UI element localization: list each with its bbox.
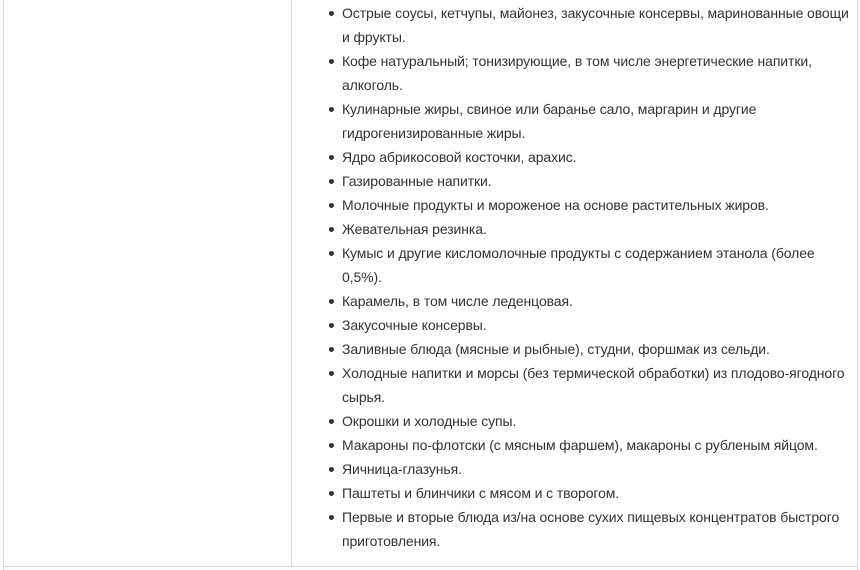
list-item-text: Кулинарные жиры, свиное или баранье сало, маргарин и другие гидрогенизированные жиры.	[342, 101, 757, 141]
list-item	[292, 289, 858, 313]
list-item-text: Кумыс и другие кисломолочные продукты с содержанием этанола (более 0,5%).	[342, 245, 815, 285]
bullet-icon	[329, 155, 334, 160]
list-item	[292, 97, 858, 145]
list-item	[292, 49, 858, 97]
list-item	[292, 193, 858, 217]
list-item	[292, 481, 858, 505]
row-divider	[4, 566, 857, 567]
list-item-text: Ядро абрикосовой косточки, арахис.	[342, 149, 577, 165]
bullet-icon	[329, 419, 334, 424]
list-item	[292, 241, 858, 289]
list-item-text: Кофе натуральный; тонизирующие, в том числе энергетические напитки, алкоголь.	[342, 53, 812, 93]
list-item-text: Молочные продукты и мороженое на основе растительных жиров.	[342, 197, 769, 213]
list-item	[292, 313, 858, 337]
table-cell-right	[292, 0, 858, 566]
bullet-icon	[329, 11, 334, 16]
bullet-icon	[329, 59, 334, 64]
bullet-icon	[329, 107, 334, 112]
list-item	[292, 361, 858, 409]
bullet-icon	[329, 371, 334, 376]
content-table	[3, 0, 858, 570]
list-item-text: Острые соусы, кетчупы, майонез, закусочные консервы, маринованные овощи и фрукты.	[342, 5, 849, 45]
list-item-text: Холодные напитки и морсы (без термической обработки) из плодово-ягодного сырья.	[342, 365, 845, 405]
list-item-text: Окрошки и холодные супы.	[342, 413, 517, 429]
list-item	[292, 169, 858, 193]
list-item-text: Паштеты и блинчики с мясом и с творогом.	[342, 485, 620, 501]
bullet-icon	[329, 299, 334, 304]
list-item-text: Яичница-глазунья.	[342, 461, 462, 477]
list-item-text: Первые и вторые блюда из/на основе сухих пищевых концентратов быстрого приготовления.	[342, 509, 840, 549]
prohibited-foods-list	[292, 1, 858, 553]
bullet-icon	[329, 323, 334, 328]
list-item	[292, 337, 858, 361]
bullet-icon	[329, 251, 334, 256]
bullet-icon	[329, 491, 334, 496]
bullet-icon	[329, 227, 334, 232]
list-item-text: Закусочные консервы.	[342, 317, 487, 333]
bullet-icon	[329, 515, 334, 520]
bullet-icon	[329, 347, 334, 352]
list-item	[292, 145, 858, 169]
list-item-text: Макароны по-флотски (с мясным фаршем), макароны с рубленым яйцом.	[342, 437, 818, 453]
table-cell-left	[4, 0, 292, 566]
list-item-text: Газированные напитки.	[342, 173, 492, 189]
bullet-icon	[329, 179, 334, 184]
list-item-text: Карамель, в том числе леденцовая.	[342, 293, 573, 309]
list-item	[292, 409, 858, 433]
bullet-icon	[329, 443, 334, 448]
list-item-text: Жевательная резинка.	[342, 221, 487, 237]
list-item	[292, 1, 858, 49]
list-item	[292, 505, 858, 553]
list-item	[292, 217, 858, 241]
list-item-text: Заливные блюда (мясные и рыбные), студни, форшмак из сельди.	[342, 341, 770, 357]
list-item	[292, 433, 858, 457]
bullet-icon	[329, 203, 334, 208]
bullet-icon	[329, 467, 334, 472]
list-item	[292, 457, 858, 481]
